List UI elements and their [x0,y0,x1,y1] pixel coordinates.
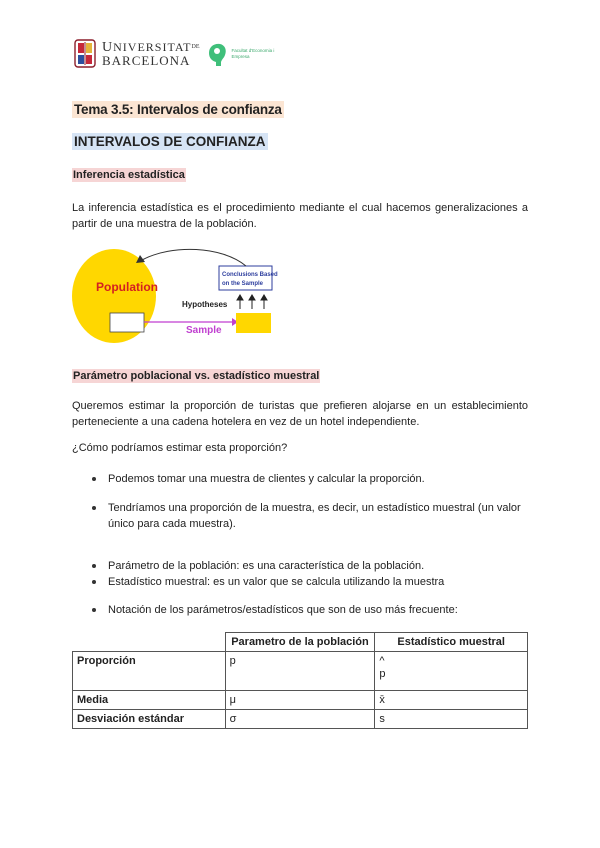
page-title: Tema 3.5: Intervalos de confianza [74,102,282,117]
list-item: Tendríamos una proporción de la muestra, es decir, un estadístico muestral (un valor único para cada muestra). [72,500,528,532]
table-row-label: Proporción [73,652,226,691]
header-logos [74,38,288,70]
heading-parametro: Parámetro poblacional vs. estadístico muestral [73,370,320,382]
table-row [73,691,528,710]
bullet-dot-icon [92,477,96,481]
university-name: $UNIVERSITAT^{DE}$ BARCELONA [102,40,200,68]
table-header-param: Parametro de la población [225,633,375,652]
table-cell-param: p [225,652,375,691]
list-item: Parámetro de la población: es una característica de la población. [72,558,528,574]
hypotheses-label: Hypotheses [182,300,228,309]
table-header-row [73,633,528,652]
population-label: Population [96,280,158,294]
bullet-dot-icon [92,580,96,584]
table-row-label: Desviación estándar [73,710,226,729]
bullet-list-a [72,471,528,532]
faculty-name: Facultat d'Economia i Empresa [231,48,275,59]
list-item: Estadístico muestral: es un valor que se calcula utilizando la muestra [72,574,528,590]
bullet-dot-icon [92,506,96,510]
table-header-blank [73,633,226,652]
bullet-dot-icon [92,564,96,568]
up-arrows-icon [237,295,267,309]
paragraph-parametro: Queremos estimar la proporción de turistas que prefieren alojarse en un establecimiento perteneciente a una cadena hotelera en vez de un hotel independiente. [72,400,528,428]
inference-diagram [72,242,282,348]
table-header-stat: Estadístico muestral [375,633,528,652]
sample-box-inner [110,313,144,332]
question-text: ¿Cómo podríamos estimar esta proporción? [72,442,288,454]
notation-table [72,632,528,729]
conclusions-label-2: on the Sample [222,281,264,287]
inference-curve-arrow [142,249,246,266]
paragraph-inferencia: La inferencia estadística es el procedimiento mediante el cual hacemos generalizaciones a partir de una muestra de la población. [72,202,528,230]
bullet-list-b [72,558,528,590]
table-row [73,652,528,691]
table-cell-stat: ^ p [375,652,528,691]
table-row-label: Media [73,691,226,710]
table-row [73,710,528,729]
list-item: Notación de los parámetros/estadísticos que son de uso más frecuente: [72,602,528,618]
conclusions-label-1: Conclusions Based [222,272,278,278]
table-cell-param: σ [225,710,375,729]
sample-box [236,313,271,333]
faculty-logo-icon [206,41,228,67]
list-item: Podemos tomar una muestra de clientes y calcular la proporción. [72,471,528,487]
table-cell-stat: x̄ [375,691,528,710]
bullet-list-c [72,602,528,618]
table-cell-param: μ [225,691,375,710]
table-cell-stat: s [375,710,528,729]
university-seal-icon [74,39,96,69]
sample-label: Sample [186,325,222,336]
section-heading: INTERVALOS DE CONFIANZA [74,134,266,149]
heading-inferencia: Inferencia estadística [73,169,185,181]
bullet-dot-icon [92,608,96,612]
